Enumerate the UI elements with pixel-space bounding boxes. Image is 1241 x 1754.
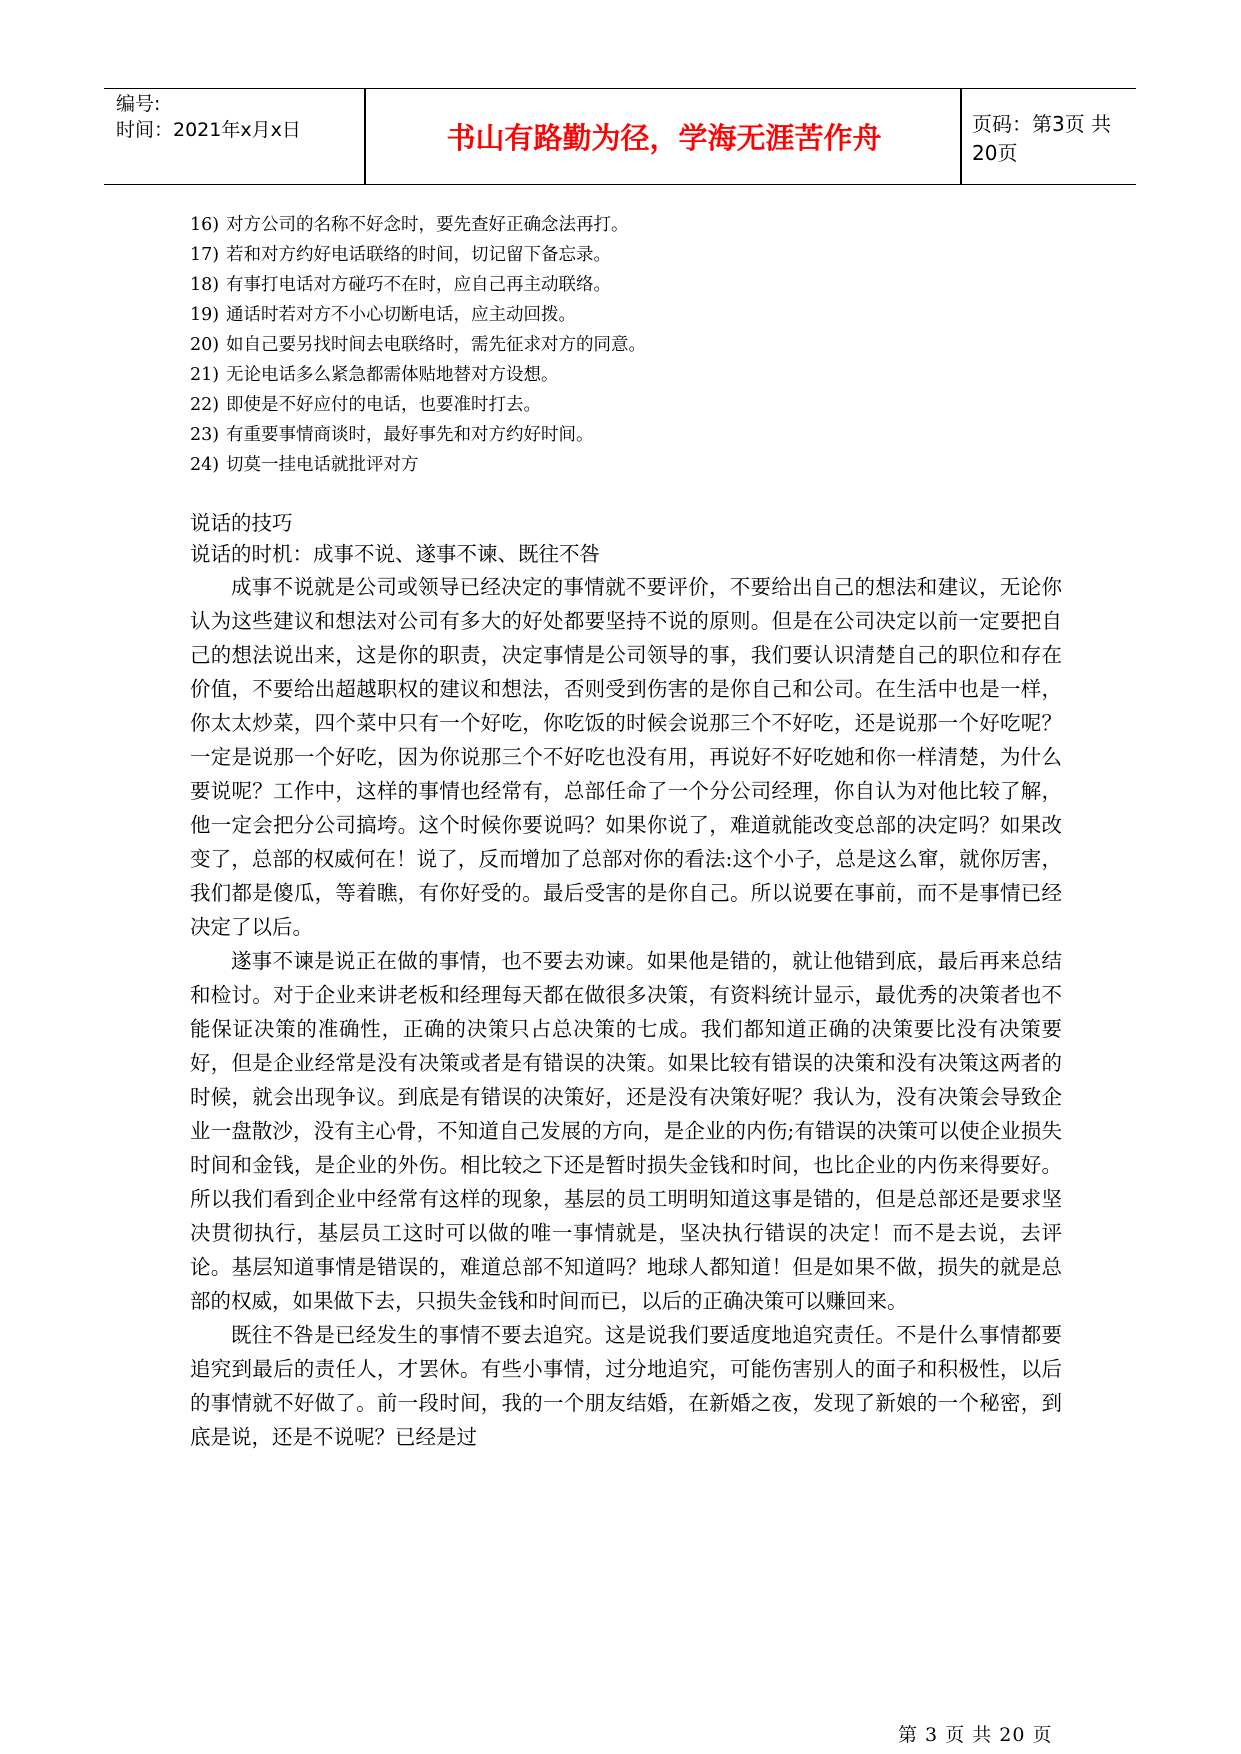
body-paragraph: 成事不说就是公司或领导已经决定的事情就不要评价，不要给出自己的想法和建议，无论你认为这些建议和想法对公司有多大的好处都要坚持不说的原则。但是在公司决定以前一定要把自己的想法说出来，这是你的职责，决定事情是公司领导的事，我们要认识清楚自己的职位和存在价值，不要给出超越职权的建议和想法，否则受到伤害的是你自己和公司。在生活中也是一样，你太太炒菜，四个菜中只有一个好吃，你吃饭的时候会说那三个不好吃，还是说那一个好吃呢？一定是说那一个好吃，因为你说那三个不好吃也没有用，再说好不好吃她和你一样清楚，为什么要说呢？工作中，这样的事情也经常有，总部任命了一个分公司经理，你自认为对他比较了解，他一定会把分公司搞垮。这个时候你要说吗？如果你说了，难道就能改变总部的决定吗？如果改变了，总部的权威何在！说了，反而增加了总部对你的看法:这个小子，总是这么窜，就你厉害，我们都是傻瓜，等着瞧，有你好受的。最后受害的是你自己。所以说要在事前，而不是事情已经决定了以后。 [190,575,1062,939]
document-time-label: 时间：2021年x月x日 [116,119,301,141]
header-motto: 书山有路勤为径，学海无涯苦作舟 [446,121,882,155]
list-item-number: 17) [190,245,220,265]
list-item [190,270,1062,300]
list-item-text: 若和对方约好电话联络的时间，切记留下备忘录。 [226,245,611,265]
list-item [190,390,1062,420]
list-item-number: 23) [190,425,220,445]
header-page-info: 页码：第3页 共20页 [972,111,1112,165]
body-paragraph: 遂事不谏是说正在做的事情，也不要去劝谏。如果他是错的，就让他错到底，最后再来总结和检讨。对于企业来讲老板和经理每天都在做很多决策，有资料统计显示，最优秀的决策者也不能保证决策的准确性，正确的决策只占总决策的七成。我们都知道正确的决策要比没有决策要好，但是企业经常是没有决策或者是有错误的决策。如果比较有错误的决策和没有决策这两者的时候，就会出现争议。到底是有错误的决策好，还是没有决策好呢？我认为，没有决策会导致企业一盘散沙，没有主心骨，不知道自己发展的方向，是企业的内伤;有错误的决策可以使企业损失时间和金钱，是企业的外伤。相比较之下还是暂时损失金钱和时间，也比企业的内伤来得要好。所以我们看到企业中经常有这样的现象，基层的员工明明知道这事是错的，但是总部还是要求坚决贯彻执行，基层员工这时可以做的唯一事情就是，坚决执行错误的决定！而不是去说，去评论。基层知道事情是错误的，难道总部不知道吗？地球人都知道！但是如果不做，损失的就是总部的权威，如果做下去，只损失金钱和时间而已，以后的正确决策可以赚回来。 [190,949,1062,1313]
list-item-text: 对方公司的名称不好念时，要先查好正确念法再打。 [226,215,629,235]
body-paragraph: 既往不咎是已经发生的事情不要去追究。这是说我们要适度地追究责任。不是什么事情都要追究到最后的责任人，才罢休。有些小事情，过分地追究，可能伤害别人的面子和积极性，以后的事情就不好做了。前一段时间，我的一个朋友结婚，在新婚之夜，发现了新娘的一个秘密，到底是说，还是不说呢？已经是过 [190,1323,1062,1449]
list-item-number: 19) [190,305,220,325]
list-item-number: 20) [190,335,220,355]
list-item-number: 21) [190,365,220,385]
list-item-number: 24) [190,455,220,475]
list-item [190,450,1062,480]
list-item [190,360,1062,390]
list-item-text: 有重要事情商谈时，最好事先和对方约好时间。 [226,425,594,445]
list-item-text: 切莫一挂电话就批评对方 [226,455,419,475]
page-header [104,88,1136,185]
list-item-number: 22) [190,395,220,415]
list-item-text: 即使是不好应付的电话，也要准时打去。 [226,395,541,415]
document-number-label: 编号: [116,93,161,115]
list-item-text: 有事打电话对方碰巧不在时，应自己再主动联络。 [226,275,611,295]
list-item [190,240,1062,270]
list-item [190,330,1062,360]
header-divider [960,89,962,184]
header-meta [116,91,366,143]
section-subheading: 说话的时机：成事不说、遂事不谏、既往不咎 [190,542,600,566]
list-item-text: 如自己要另找时间去电联络时，需先征求对方的同意。 [226,335,646,355]
section-spacer [190,480,1062,508]
list-item [190,420,1062,450]
tips-list [190,210,1062,480]
list-item [190,300,1062,330]
list-item-text: 无论电话多么紧急都需体贴地替对方设想。 [226,365,559,385]
page-footer: 第 3 页 共 20 页 [898,1724,1053,1746]
document-body [190,210,1062,1454]
list-item-number: 18) [190,275,220,295]
list-item-number: 16) [190,215,220,235]
header-divider [364,89,366,184]
section-heading: 说话的技巧 [190,511,293,535]
list-item [190,210,1062,240]
list-item-text: 通话时若对方不小心切断电话，应主动回拨。 [226,305,576,325]
